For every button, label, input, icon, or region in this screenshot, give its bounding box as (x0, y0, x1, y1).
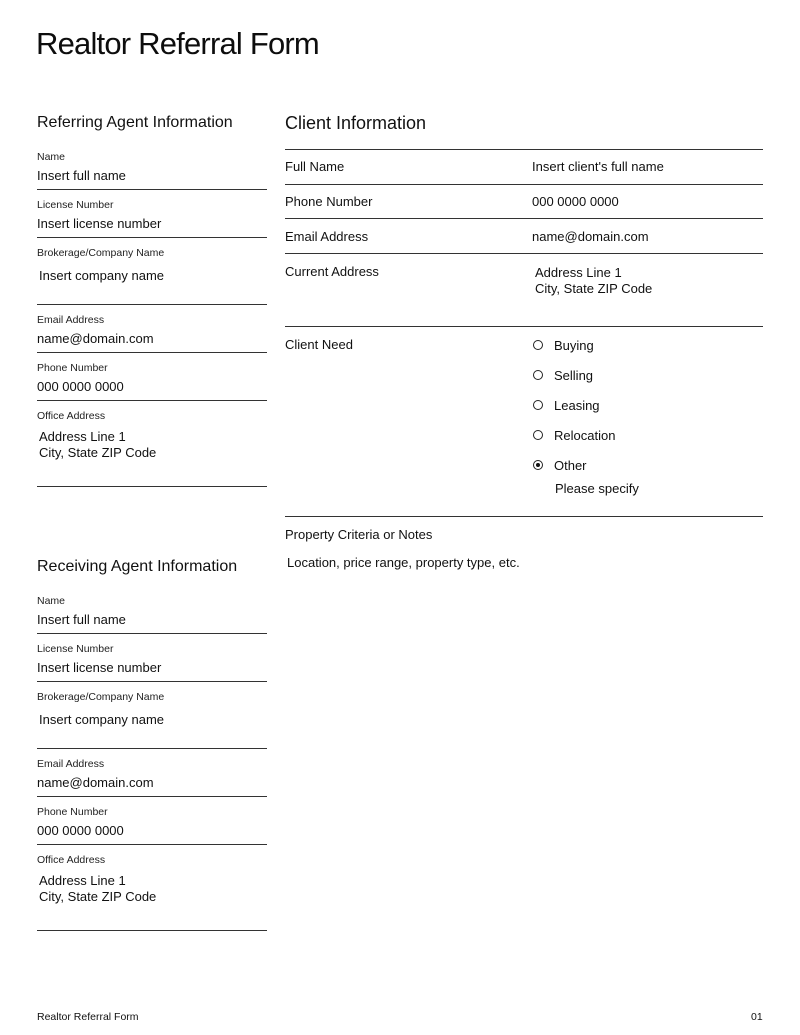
client-divider (285, 516, 763, 517)
receiving-phone-field[interactable] (37, 803, 267, 845)
radio-label-selling: Selling (554, 367, 594, 383)
referring-email-value: name@domain.com (37, 331, 154, 346)
receiving-email-field[interactable] (37, 755, 267, 797)
property-notes-label: Property Criteria or Notes (285, 527, 433, 542)
radio-other[interactable] (533, 460, 543, 470)
client-need-option-leasing[interactable] (533, 397, 600, 413)
receiving-name-label: Name (37, 595, 66, 607)
receiving-office-field[interactable] (37, 851, 267, 931)
client-need-option-selling[interactable] (533, 367, 593, 383)
property-notes-field[interactable]: Location, price range, property type, etc. (287, 555, 520, 570)
page-title: Realtor Referral Form (36, 26, 319, 61)
receiving-brokerage-label: Brokerage/Company Name (37, 691, 165, 703)
receiving-phone-value: 000 0000 0000 (37, 823, 124, 838)
referring-name-value: Insert full name (37, 168, 126, 183)
receiving-phone-label: Phone Number (37, 806, 108, 818)
referring-email-field[interactable] (37, 311, 267, 353)
radio-leasing[interactable] (533, 400, 543, 410)
client-phone-value[interactable]: 000 0000 0000 (532, 194, 619, 209)
client-need-option-buying[interactable] (533, 337, 594, 353)
client-phone-label: Phone Number (285, 194, 373, 209)
client-email-value[interactable]: name@domain.com (532, 229, 649, 244)
client-address-line1[interactable]: Address Line 1 (535, 265, 622, 280)
client-full-name-label: Full Name (285, 159, 345, 174)
referring-email-label: Email Address (37, 314, 105, 326)
client-need-label: Client Need (285, 337, 353, 352)
referring-agent-heading: Referring Agent Information (37, 114, 233, 131)
receiving-name-value: Insert full name (37, 612, 126, 627)
referring-license-value: Insert license number (37, 216, 162, 231)
receiving-name-field[interactable] (37, 592, 267, 634)
page-number: 01 (751, 1011, 763, 1023)
client-divider (285, 149, 763, 150)
receiving-email-value: name@domain.com (37, 775, 154, 790)
referring-name-field[interactable] (37, 148, 267, 190)
radio-label-relocation: Relocation (554, 427, 616, 443)
referring-brokerage-field[interactable] (37, 244, 267, 305)
client-divider (285, 184, 763, 185)
client-address-label: Current Address (285, 264, 379, 279)
footer-doc-name: Realtor Referral Form (37, 1011, 139, 1023)
client-full-name-value[interactable]: Insert client's full name (532, 159, 664, 174)
radio-label-buying: Buying (554, 337, 594, 353)
receiving-email-label: Email Address (37, 758, 105, 770)
referring-office-line1: Address Line 1 (39, 429, 126, 444)
referring-license-field[interactable] (37, 196, 267, 238)
client-info-heading: Client Information (285, 113, 427, 133)
client-divider (285, 253, 763, 254)
receiving-office-line1: Address Line 1 (39, 873, 126, 888)
radio-relocation[interactable] (533, 430, 543, 440)
referring-brokerage-value: Insert company name (39, 268, 165, 283)
receiving-brokerage-value: Insert company name (39, 712, 165, 727)
referring-office-field[interactable] (37, 407, 267, 487)
client-need-option-relocation[interactable] (533, 427, 615, 443)
radio-buying[interactable] (533, 340, 543, 350)
client-email-label: Email Address (285, 229, 369, 244)
receiving-brokerage-field[interactable] (37, 688, 267, 749)
referring-name-label: Name (37, 151, 66, 163)
referring-phone-value: 000 0000 0000 (37, 379, 124, 394)
client-need-option-other[interactable] (533, 457, 587, 473)
receiving-office-label: Office Address (37, 854, 106, 866)
radio-label-leasing: Leasing (554, 397, 600, 413)
receiving-agent-heading: Receiving Agent Information (37, 558, 238, 575)
receiving-license-value: Insert license number (37, 660, 162, 675)
referring-phone-field[interactable] (37, 359, 267, 401)
referring-office-label: Office Address (37, 410, 106, 422)
referring-brokerage-label: Brokerage/Company Name (37, 247, 165, 259)
radio-label-other: Other (554, 457, 587, 473)
other-specify-field[interactable]: Please specify (555, 481, 639, 496)
receiving-license-label: License Number (37, 643, 114, 655)
referring-phone-label: Phone Number (37, 362, 108, 374)
radio-selling[interactable] (533, 370, 543, 380)
client-divider (285, 326, 763, 327)
receiving-office-line2: City, State ZIP Code (39, 889, 157, 904)
referring-office-line2: City, State ZIP Code (39, 445, 157, 460)
referring-license-label: License Number (37, 199, 114, 211)
client-divider (285, 218, 763, 219)
client-address-line2[interactable]: City, State ZIP Code (535, 281, 653, 296)
receiving-license-field[interactable] (37, 640, 267, 682)
